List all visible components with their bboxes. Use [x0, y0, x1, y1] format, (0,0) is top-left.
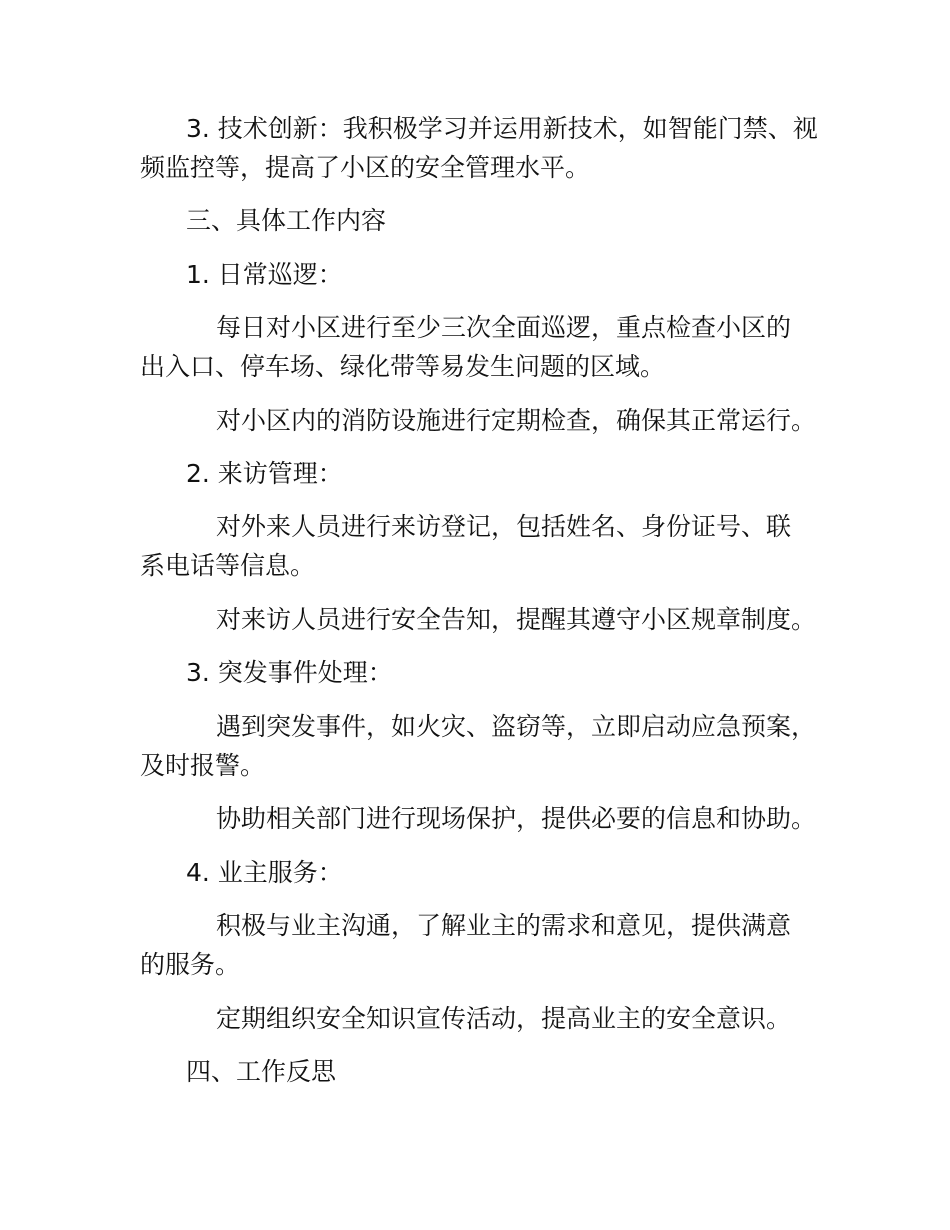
subheading-owner-service: 4. 业主服务：	[186, 858, 343, 887]
section-heading-work-reflection: 四、工作反思	[186, 1057, 337, 1086]
paragraph-patrol-2: 对小区内的消防设施进行定期检查，确保其正常运行。	[216, 406, 817, 435]
item-tech-innovation: 3. 技术创新：我积极学习并运用新技术，如智能门禁、视	[186, 114, 818, 143]
paragraph-emergency-1: 遇到突发事件，如火灾、盗窃等，立即启动应急预案，	[216, 712, 817, 741]
subheading-emergency-handling: 3. 突发事件处理：	[186, 658, 393, 687]
paragraph-patrol-1-cont: 出入口、停车场、绿化带等易发生问题的区域。	[140, 352, 666, 381]
subheading-daily-patrol: 1. 日常巡逻：	[186, 260, 343, 289]
item-tech-innovation-cont: 频监控等，提高了小区的安全管理水平。	[140, 153, 591, 182]
paragraph-service-2: 定期组织安全知识宣传活动，提高业主的安全意识。	[216, 1004, 792, 1033]
paragraph-visitor-1-cont: 系电话等信息。	[140, 551, 316, 580]
paragraph-service-1-cont: 的服务。	[140, 950, 241, 979]
paragraph-patrol-1: 每日对小区进行至少三次全面巡逻，重点检查小区的	[216, 313, 792, 342]
subheading-visitor-management: 2. 来访管理：	[186, 459, 343, 488]
paragraph-visitor-2: 对来访人员进行安全告知，提醒其遵守小区规章制度。	[216, 605, 817, 634]
section-heading-work-content: 三、具体工作内容	[186, 206, 387, 235]
paragraph-visitor-1: 对外来人员进行来访登记，包括姓名、身份证号、联	[216, 512, 792, 541]
paragraph-emergency-2: 协助相关部门进行现场保护，提供必要的信息和协助。	[216, 804, 817, 833]
paragraph-emergency-1-cont: 及时报警。	[140, 751, 266, 780]
paragraph-service-1: 积极与业主沟通，了解业主的需求和意见，提供满意	[216, 911, 792, 940]
